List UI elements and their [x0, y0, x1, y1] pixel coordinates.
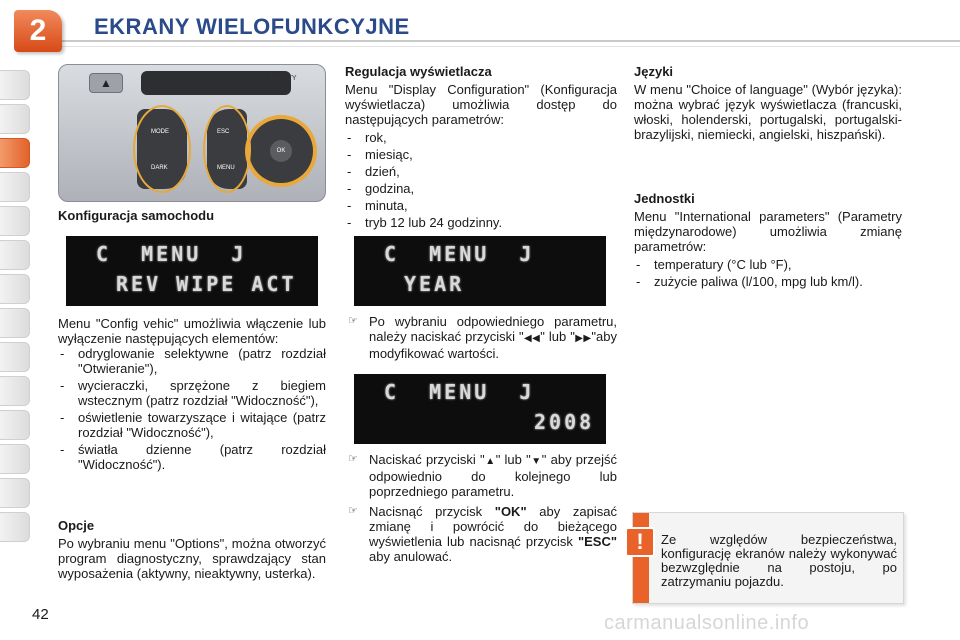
list-item: - godzina,: [345, 181, 617, 196]
instruction-item-1: [345, 314, 617, 361]
chapter-tab-9: [0, 342, 30, 372]
lcd-line-2: 2008: [534, 410, 595, 434]
lcd-display-vehicle: [66, 236, 318, 306]
pointing-hand-icon: ☞: [348, 505, 358, 517]
options-section: [58, 518, 326, 581]
units-heading: Jednostki: [634, 191, 695, 206]
control-panel-photo: [58, 64, 326, 202]
display-config-list: [345, 130, 617, 230]
units-section: [634, 191, 902, 291]
eject-icon: ▲: [89, 73, 123, 93]
chapter-tab-14: [0, 512, 30, 542]
watermark: carmanualsonline.info: [604, 612, 810, 634]
pointing-hand-icon: ☞: [348, 453, 358, 465]
instruction-text: " aby przejść odpowiednio do kolejnego lub poprzedniego parametru.: [369, 452, 617, 499]
list-item: - miesiąc,: [345, 147, 617, 162]
header-rule-secondary: [60, 46, 960, 47]
instruction-text: Po wybraniu odpowiedniego parametru, należy naciskać przyciski ": [369, 314, 617, 344]
chapter-tab-7: [0, 274, 30, 304]
list-item: - zużycie paliwa (l/100, mpg lub km/l).: [634, 274, 902, 289]
instruction-text: "aby modyfikować wartości.: [369, 329, 617, 361]
header-rule: [60, 40, 960, 42]
chapter-tabs: [0, 70, 34, 546]
lcd-line-2: REV WIPE ACT: [116, 272, 297, 296]
list-item: - wycieraczki, sprzężone z biegiem wstecznym (patrz rozdział "Widoczność"),: [58, 378, 326, 408]
rewind-icon: ◀◀: [523, 333, 541, 344]
list-item: - minuta,: [345, 198, 617, 213]
chapter-tab-2: [0, 104, 30, 134]
instruction-1-block: [345, 314, 617, 366]
chapter-tab-4: [0, 172, 30, 202]
display-config-intro: Menu "Display Configuration" (Konfiguracja wyświetlacza) umożliwia dostęp do następujących parametrów:: [345, 82, 617, 127]
lcd-line-1: C MENU J: [384, 380, 535, 404]
highlight-ring-mid: [203, 105, 251, 193]
chapter-tab-8: [0, 308, 30, 338]
fast-forward-icon: ▶▶: [574, 333, 592, 344]
languages-section: [634, 64, 902, 142]
chapter-tab-12: [0, 444, 30, 474]
vehicle-config-heading: Konfiguracja samochodu: [58, 208, 215, 223]
list-item: - światła dzienne (patrz rozdział "Widoczność").: [58, 442, 326, 472]
instruction-text: Naciskać przyciski ": [369, 452, 485, 467]
vehicle-config-text: [58, 316, 326, 474]
instruction-text: Nacisnąć przycisk: [369, 504, 495, 519]
instruction-text: aby anulować.: [369, 549, 453, 564]
instruction-text: " lub ": [540, 329, 575, 344]
page-header: [0, 0, 960, 56]
vehicle-config-list: [58, 346, 326, 472]
ok-button: OK: [270, 140, 292, 162]
chapter-tab-5: [0, 206, 30, 236]
units-list: [634, 257, 902, 289]
chapter-number: 2: [29, 14, 47, 47]
dark-label: DARK: [151, 165, 168, 171]
chapter-tab-13: [0, 478, 30, 508]
units-intro: Menu "International parameters" (Parametry międzynarodowe) umożliwia zmianę parametrów:: [634, 209, 902, 254]
lcd-line-1: C MENU J: [96, 242, 247, 266]
display-config-section: [345, 64, 617, 232]
list-item: - odryglowanie selektywne (patrz rozdział "Otwieranie"),: [58, 346, 326, 376]
instruction-text: aby zapisać zmianę i powrócić do bieżącego wyświetlenia lub nacisnąć przycisk: [369, 504, 618, 549]
esc-keyword: "ESC": [577, 534, 617, 549]
lcd-line-2: YEAR: [404, 272, 465, 296]
lcd-display-2008: [354, 374, 606, 444]
options-text: Po wybraniu menu "Options", można otworzyć program diagnostyczny, sprawdzający stan wyposażenia (aktywny, nieaktywny, usterka).: [58, 536, 326, 581]
lcd-display-year: [354, 236, 606, 306]
display-config-heading: Regulacja wyświetlacza: [345, 64, 492, 79]
languages-text: W menu "Choice of language" (Wybór języka): można wybrać język wyświetlacza (francuski, włoski, holenderski, portugalski, portugalski-brazylijski, niemiecki, angielski, hiszpański).: [634, 82, 902, 142]
page-title: EKRANY WIELOFUNKCYJNE: [94, 14, 410, 39]
instruction-item-2: [345, 452, 617, 499]
options-heading: Opcje: [58, 518, 95, 533]
instruction-list-2: [345, 452, 617, 564]
list-item: - temperatury (°C lub °F),: [634, 257, 902, 272]
mode-label: MODE: [151, 129, 169, 135]
warning-icon: !: [625, 527, 655, 557]
list-item: - oświetlenie towarzyszące i witające (patrz rozdział "Widoczność"),: [58, 410, 326, 440]
instruction-text: " lub ": [495, 452, 531, 467]
arrow-up-icon: ▲: [484, 456, 496, 467]
chapter-tab-11: [0, 410, 30, 440]
chapter-badge: [14, 10, 62, 52]
list-item: - rok,: [345, 130, 617, 145]
chapter-tab-10: [0, 376, 30, 406]
vehicle-config-intro: Menu "Config vehic" umożliwia włączenie lub wyłączenie następujących elementów:: [58, 316, 326, 346]
arrow-down-icon: ▼: [530, 456, 542, 467]
instruction-list-1: [345, 314, 617, 361]
warning-text: Ze względów bezpieczeństwa, konfigurację ekranów należy wykonywać bezwzględnie na postoju, po zatrzymaniu pojazdu.: [661, 532, 897, 589]
list-item: - dzień,: [345, 164, 617, 179]
lcd-line-1: C MENU J: [384, 242, 535, 266]
ta-pty-label: TA / PTY: [269, 75, 297, 82]
safety-warning-box: [632, 512, 904, 604]
list-item: - tryb 12 lub 24 godzinny.: [345, 215, 617, 230]
languages-heading: Języki: [634, 64, 674, 79]
esc-label: ESC: [217, 129, 230, 135]
chapter-tab-6: [0, 240, 30, 270]
highlight-ring-left: [133, 105, 191, 193]
vehicle-config-heading-block: [58, 208, 326, 226]
instruction-2-block: [345, 452, 617, 569]
instruction-item-3: [345, 504, 617, 564]
ok-keyword: "OK": [494, 504, 527, 519]
menu-label: MENU: [217, 165, 235, 171]
page-number: 42: [32, 606, 49, 623]
chapter-tab-1: [0, 70, 30, 100]
chapter-tab-active: [0, 138, 30, 168]
pointing-hand-icon: ☞: [348, 315, 358, 327]
